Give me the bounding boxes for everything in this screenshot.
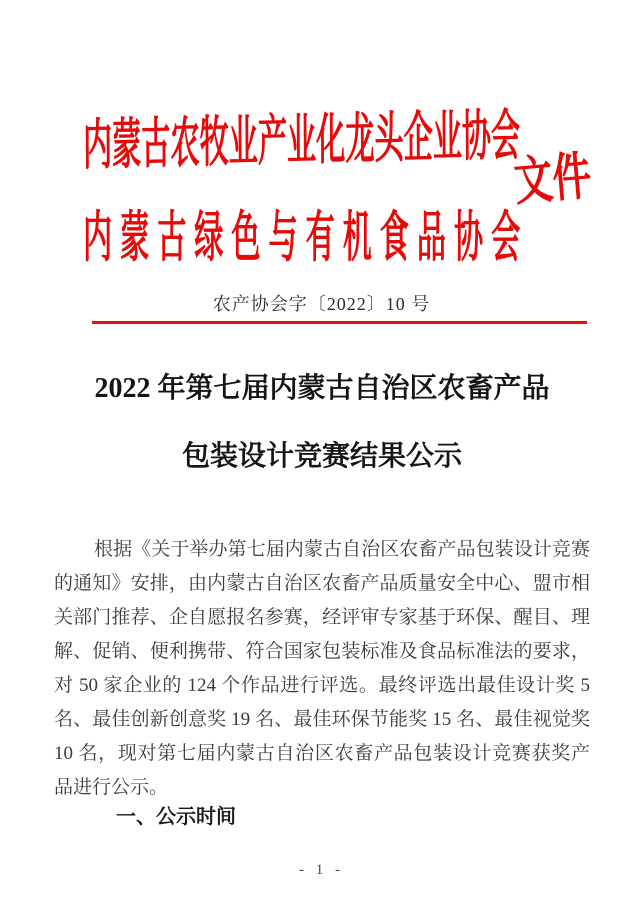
body-paragraph-line: 10 名，现对第七届内蒙古自治区农畜产品包装设计竞赛获奖产 bbox=[54, 743, 590, 764]
page-number: - 1 - bbox=[299, 862, 344, 878]
body-paragraph-line: 品进行公示。 bbox=[54, 777, 169, 798]
letterhead-org-line-1: 内蒙古农牧业产业化龙头企业协会 bbox=[82, 104, 521, 176]
body-paragraph-line: 名、最佳创新创意奖 19 名、最佳环保节能奖 15 名、最佳视觉奖 bbox=[54, 709, 590, 730]
body-paragraph-line: 对 50 家企业的 124 个作品进行评选。最终评选出最佳设计奖 5 bbox=[54, 675, 590, 696]
body-paragraph bbox=[54, 533, 590, 805]
letterhead-doc-type-label: 文件 bbox=[511, 148, 594, 212]
section-heading-publicity-time: 一、公示时间 bbox=[116, 806, 236, 828]
body-paragraph-line: 解、促销、便利携带、符合国家包装标准及食品标准法的要求， bbox=[54, 641, 590, 662]
document-title-line-2: 包装设计竞赛结果公示 bbox=[181, 441, 462, 472]
issue-number: 农产协会字〔2022〕10 号 bbox=[212, 294, 431, 314]
letterhead-org-line-2: 内蒙古绿色与有机食品协会 bbox=[83, 207, 529, 268]
red-divider-line bbox=[92, 321, 587, 324]
body-paragraph-line: 关部门推荐、企自愿报名参赛，经评审专家基于环保、醒目、理 bbox=[54, 607, 590, 628]
document-title bbox=[54, 374, 590, 472]
body-paragraph-line: 根据《关于举办第七届内蒙古自治区农畜产品包装设计竞赛 bbox=[94, 539, 590, 560]
document-title-line-1: 2022 年第七届内蒙古自治区农畜产品 bbox=[94, 373, 550, 404]
body-paragraph-line: 的通知》安排，由内蒙古自治区农畜产品质量安全中心、盟市相 bbox=[54, 573, 590, 594]
